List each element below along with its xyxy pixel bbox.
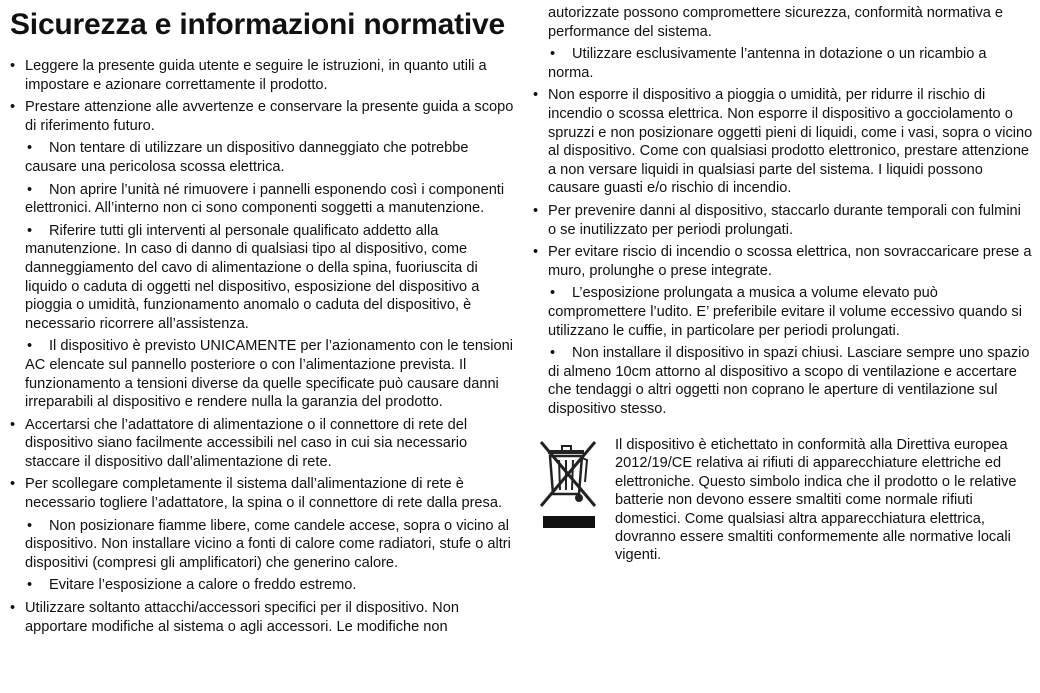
bullet-item: [533, 202, 1033, 239]
bullet-item: [533, 243, 1033, 280]
bullet-icon: •: [27, 140, 33, 157]
bullet-text: Evitare l’esposizione a calore o freddo estremo.: [49, 577, 357, 594]
bullet-icon: •: [27, 338, 33, 355]
left-column: [10, 0, 518, 640]
sub-bullet-item: [10, 181, 518, 218]
bullet-text: Riferire tutti gli interventi al personale qualificato addetto alla manutenzione. In caso di danno di qualsiasi tipo al dispositivo, come danneggiamento del cavo di alimentazione o della spina, fuoriuscita di liquido o caduta di oggetti nel dispositivo, esposizione del dispositivo a pioggia o umidità, funzionamento anomalo o caduta del dispositivo, è necessario ricorrere all’assistenza.: [25, 222, 480, 332]
bullet-item: [10, 57, 518, 94]
bullet-text: Non esporre il dispositivo a pioggia o umidità, per ridurre il rischio di incendio o scossa elettrica. Non esporre il dispositivo a gocciolamento o spruzzi e non posizionare oggetti pieni di liquidi, come i vasi, sopra o vicino al dispositivo. Come con qualsiasi prodotto elettronico, prestare attenzione a non versare liquidi in qualsiasi parte del sistema. I liquidi possono causare guasti e/o rischio di incendio.: [548, 87, 1033, 197]
bullet-text: Utilizzare soltanto attacchi/accessori specifici per il dispositivo. Non apportare modifiche al sistema o agli accessori. Le modifiche non: [25, 600, 459, 635]
sub-bullet-item: [533, 45, 1033, 82]
bullet-icon: •: [27, 222, 33, 239]
bullet-text: Utilizzare esclusivamente l’antenna in dotazione o un ricambio a norma.: [548, 46, 987, 81]
weee-notice-text: Il dispositivo è etichettato in conformità alla Direttiva europea 2012/19/CE relativa ai rifiuti di apparecchiature elettriche ed elettroniche. Questo simbolo indica che il prodotto o le relative batterie non devono essere smaltiti come normale rifiuti domestici. Come qualsiasi altra apparecchiatura elettrica, dovranno essere smaltiti conformemente alle normative locali vigenti.: [615, 437, 1017, 564]
bullet-text: Non aprire l’unità né rimuovere i pannelli esponendo così i componenti elettronici. All’interno non ci sono componenti soggetti a manutenzione.: [25, 181, 505, 217]
bullet-text: L’esposizione prolungata a musica a volume elevato può compromettere l’udito. E’ preferibile evitare il volume eccessivo quando si utilizzano le cuffie, in particolare per periodi prolungati.: [548, 285, 1022, 339]
sub-bullet-item: [10, 576, 518, 595]
bullet-icon: •: [550, 285, 556, 302]
right-bullet-list: [533, 4, 1033, 418]
continued-paragraph: [533, 4, 1033, 41]
crossed-out-wheelie-bin-icon: [535, 438, 601, 530]
sub-bullet-item: [533, 284, 1033, 340]
bullet-item: [10, 416, 518, 472]
right-column: [533, 0, 1033, 564]
bullet-item: [10, 98, 518, 135]
bullet-icon: •: [550, 46, 556, 63]
bullet-text: Il dispositivo è previsto UNICAMENTE per l’azionamento con le tensioni AC elencate sul pannello posteriore o con l’alimentazione prevista. Il funzionamento a tensioni diverse da quelle specificate può causare danni irreparabili al dispositivo e rendere nulla la garanzia del prodotto.: [25, 338, 513, 411]
bullet-text: Per prevenire danni al dispositivo, staccarlo durante temporali con fulmini o se inutilizzato per periodi prolungati.: [548, 202, 1021, 238]
bullet-item: [533, 86, 1033, 198]
bullet-text: autorizzate possono compromettere sicurezza, conformità normativa e performance del sistema.: [548, 5, 1004, 40]
bullet-text: Non installare il dispositivo in spazi chiusi. Lasciare sempre uno spazio di almeno 10cm attorno al dispositivo a scopo di ventilazione e accertare che tendaggi o altri oggetti non coprano le aperture di ventilazione sul dispositivo stesso.: [548, 345, 1030, 417]
page-title: Sicurezza e informazioni normative: [10, 8, 505, 41]
left-bullet-list: [10, 57, 518, 636]
bullet-text: Accertarsi che l’adattatore di alimentazione o il connettore di rete del dispositivo siano facilmente accessibili nel caso in cui sia necessario staccare il dispositivo dall’alimentazione di rete.: [25, 416, 468, 470]
sub-bullet-item: [10, 337, 518, 411]
bullet-item: [10, 475, 518, 512]
bullet-text: Leggere la presente guida utente e seguire le istruzioni, in quanto utili a impostare e azionare correttamente il prodotto.: [25, 58, 487, 93]
bullet-icon: •: [27, 181, 33, 198]
weee-notice: [533, 436, 1033, 565]
bullet-item: [10, 599, 518, 636]
bullet-text: Prestare attenzione alle avvertenze e conservare la presente guida a scopo di riferimento futuro.: [25, 99, 514, 134]
bullet-icon: •: [550, 345, 556, 362]
sub-bullet-item: [10, 222, 518, 334]
bullet-text: Per scollegare completamente il sistema dall’alimentazione di rete è necessario togliere l’adattatore, la spina o il connettore di rete dalla presa.: [25, 476, 503, 512]
bullet-text: Non tentare di utilizzare un dispositivo danneggiato che potrebbe causare una pericolosa scossa elettrica.: [25, 140, 469, 175]
bullet-text: Non posizionare fiamme libere, come candele accese, sopra o vicino al dispositivo. Non installare vicino a fonti di calore come radiatori, stufe o altri dispositivi (compresi gli amplificatori) che generino calore.: [25, 517, 511, 571]
sub-bullet-item: [10, 139, 518, 176]
sub-bullet-item: [10, 517, 518, 573]
bullet-text: Per evitare riscio di incendio o scossa elettrica, non sovraccaricare prese a muro, prolunghe o prese integrate.: [548, 244, 1032, 279]
bullet-icon: •: [27, 577, 33, 594]
sub-bullet-item: [533, 344, 1033, 418]
bullet-icon: •: [27, 517, 33, 534]
